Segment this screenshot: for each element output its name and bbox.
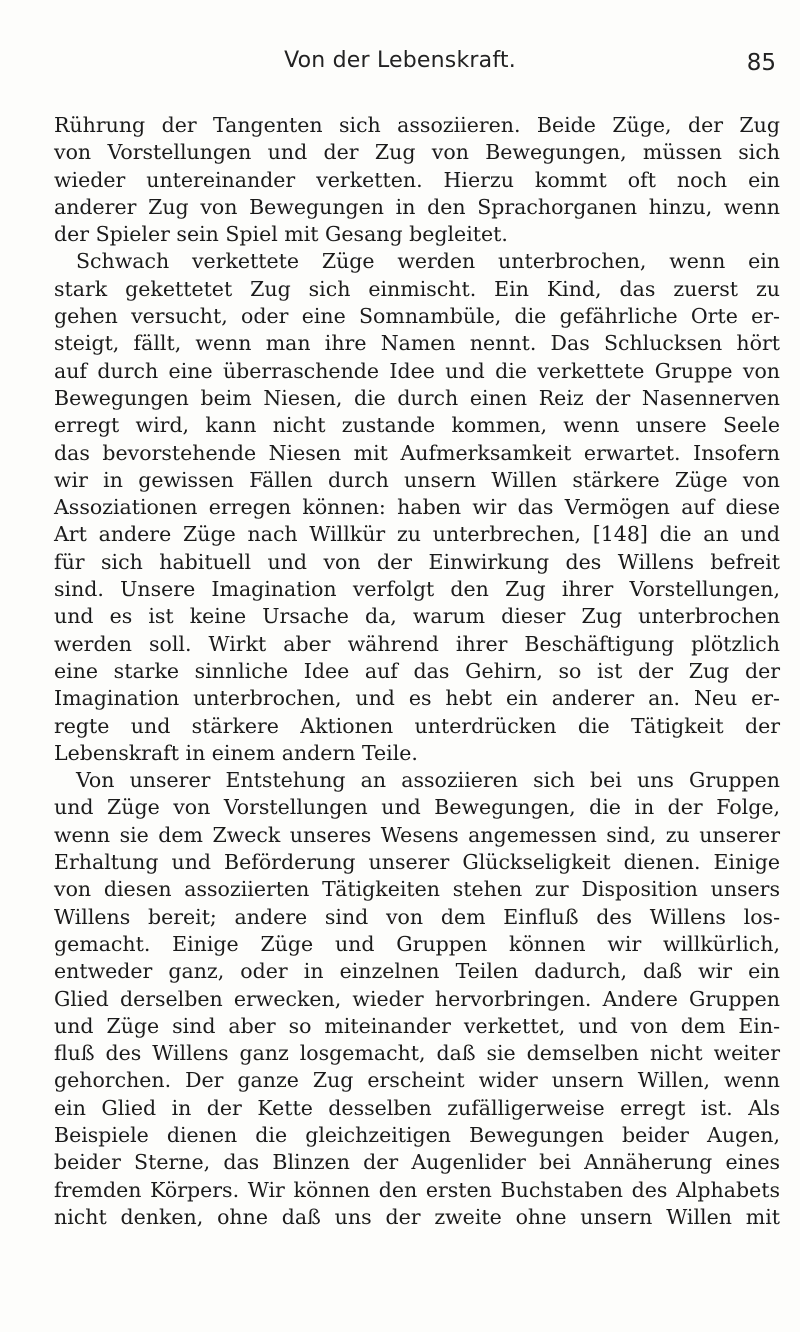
text-line: und Züge von Vorstellungen und Bewegungen, die in der Folge, (54, 795, 780, 820)
text-line: für sich habituell und von der Einwirkung des Willens befreit (54, 549, 780, 574)
running-header (0, 48, 800, 84)
text-line: gehorchen. Der ganze Zug erscheint wider unsern Willen, wenn (54, 1068, 780, 1093)
text-line: fluß des Willens ganz losgemacht, daß sie demselben nicht weiter (54, 1041, 780, 1066)
text-line: von diesen assoziierten Tätigkeiten stehen zur Disposition unsers (54, 877, 780, 902)
text-line: gemacht. Einige Züge und Gruppen können wir willkürlich, (54, 931, 780, 956)
text-line: das bevorstehende Niesen mit Aufmerksamkeit erwartet. Insofern (54, 440, 780, 465)
text-line: fremden Körpers. Wir können den ersten Buchstaben des Alphabets (54, 1177, 780, 1202)
page-number: 85 (746, 50, 776, 76)
text-line: Bewegungen beim Niesen, die durch einen Reiz der Nasennerven (54, 385, 780, 410)
running-title: Von der Lebenskraft. (284, 48, 516, 73)
text-line: wir in gewissen Fällen durch unsern Willen stärkere Züge von (54, 467, 780, 492)
text-line: nicht denken, ohne daß uns der zweite ohne unsern Willen mit (54, 1204, 780, 1229)
text-line: beider Sterne, das Blinzen der Augenlider bei Annäherung eines (54, 1150, 780, 1175)
text-line: Lebenskraft in einem andern Teile. (54, 740, 418, 765)
text-line: Schwach verkettete Züge werden unterbrochen, wenn ein (76, 249, 780, 274)
text-line: Glied derselben erwecken, wieder hervorbringen. Andere Gruppen (54, 986, 780, 1011)
text-line: anderer Zug von Bewegungen in den Sprachorganen hinzu, wenn (54, 194, 780, 219)
text-line: eine starke sinnliche Idee auf das Gehirn, so ist der Zug der (54, 658, 780, 683)
text-line: Willens bereit; andere sind von dem Einfluß des Willens los- (54, 904, 780, 929)
text-line: sind. Unsere Imagination verfolgt den Zug ihrer Vorstellungen, (54, 577, 780, 602)
text-line: auf durch eine überraschende Idee und die verkettete Gruppe von (54, 358, 780, 383)
text-line: Rührung der Tangenten sich assoziieren. Beide Züge, der Zug (54, 113, 780, 137)
text-line: und es ist keine Ursache da, warum dieser Zug unterbrochen (54, 604, 780, 629)
text-line: ein Glied in der Kette desselben zufälligerweise erregt ist. Als (54, 1095, 780, 1120)
text-line: Von unserer Entstehung an assoziieren sich bei uns Gruppen (76, 768, 780, 793)
text-line: werden soll. Wirkt aber während ihrer Beschäftigung plötzlich (54, 631, 780, 656)
text-line: wieder untereinander verketten. Hierzu kommt oft noch ein (54, 167, 780, 192)
text-line: Imagination unterbrochen, und es hebt ein anderer an. Neu er- (54, 686, 780, 711)
text-line: und Züge sind aber so miteinander verkettet, und von dem Ein- (54, 1013, 780, 1038)
text-line: von Vorstellungen und der Zug von Bewegungen, müssen sich (54, 140, 780, 165)
text-line: erregt wird, kann nicht zustande kommen, wenn unsere Seele (54, 413, 780, 438)
text-line: regte und stärkere Aktionen unterdrücken die Tätigkeit der (54, 713, 780, 738)
text-line: wenn sie dem Zweck unseres Wesens angemessen sind, zu unserer (54, 822, 780, 847)
text-line: der Spieler sein Spiel mit Gesang begleitet. (54, 222, 508, 247)
text-line: Erhaltung und Beförderung unserer Glückseligkeit dienen. Einige (54, 850, 780, 875)
text-line: gehen versucht, oder eine Somnambüle, die gefährliche Orte er- (54, 304, 780, 329)
text-line: steigt, fällt, wenn man ihre Namen nennt. Das Schlucksen hört (54, 331, 780, 356)
body-text (54, 112, 780, 1231)
text-line: Art andere Züge nach Willkür zu unterbrechen, [148] die an und (54, 522, 780, 547)
text-line: stark gekettetet Zug sich einmischt. Ein Kind, das zuerst zu (54, 276, 780, 301)
text-line: Beispiele dienen die gleichzeitigen Bewegungen beider Augen, (54, 1122, 780, 1147)
text-line: entweder ganz, oder in einzelnen Teilen dadurch, daß wir ein (54, 959, 780, 984)
text-line: Assoziationen erregen können: haben wir das Vermögen auf diese (54, 495, 780, 520)
